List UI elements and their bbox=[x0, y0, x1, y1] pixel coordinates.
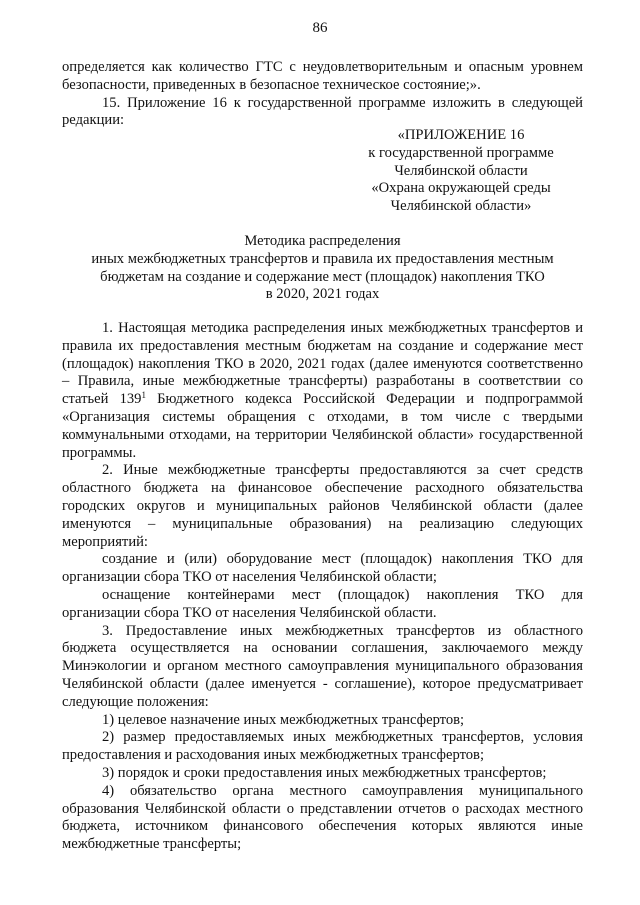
appendix-header-line: Челябинской области» bbox=[390, 198, 532, 215]
appendix-header-line: «Охрана окружающей среды bbox=[371, 180, 551, 197]
list-item: 4) обязательство органа местного самоуправления муниципального образования Челябинской области о представлении отчетов о расходах местного бюджета, источником финансового обеспечения которых являются иные межбюджетные трансферты; bbox=[62, 782, 583, 853]
paragraph-2-item: создание и (или) оборудование мест (площадок) накопления ТКО для организации сбора ТКО от населения Челябинской области; bbox=[62, 551, 583, 586]
list-item: 2) размер предоставляемых иных межбюджетных трансфертов, условия предоставления и расходования иных межбюджетных трансфертов; bbox=[62, 729, 583, 764]
appendix-header-line: к государственной программе bbox=[368, 144, 554, 161]
list-item: 1) целевое назначение иных межбюджетных трансфертов; bbox=[102, 711, 465, 728]
methodology-title bbox=[62, 233, 583, 304]
paragraph-2: 2. Иные межбюджетные трансферты предоставляются за счет средств областного бюджета на финансовое обеспечение расходного обязательства городских округов и муниципальных районов Челябинской области (далее именуются – муниципальные образования) на реализацию следующих мероприятий: bbox=[62, 462, 583, 550]
intro-block bbox=[62, 59, 583, 130]
list-item: 3) порядок и сроки предоставления иных межбюджетных трансфертов; bbox=[102, 764, 547, 781]
paragraph-1-text-b: Бюджетного кодекса Российской Федерации и подпрограммой «Организация системы обращения с отходами, в том числе с твердыми коммунальными отходами, на территории Челябинской области» государственной программы. bbox=[62, 391, 583, 461]
title-line: иных межбюджетных трансфертов и правила их предоставления местным bbox=[91, 250, 554, 267]
appendix-header-line: «ПРИЛОЖЕНИЕ 16 bbox=[397, 127, 525, 143]
paragraph-2-item: оснащение контейнерами мест (площадок) накопления ТКО для организации сбора ТКО от населения Челябинской области. bbox=[62, 586, 583, 621]
paragraph-1-text-a: 1. Настоящая методика распределения иных межбюджетных трансфертов и правила их предоставления местным бюджетам на создание и содержание мест (площадок) накопления ТКО в 2020, 2021 годах (далее именуются соответственно – Правила, иные межбюджетные трансферты) разработаны в соответствии со статьей 139 bbox=[62, 320, 583, 408]
paragraph-3: 3. Предоставление иных межбюджетных трансфертов из областного бюджета осуществляется на основании соглашения, заключаемого между Минэкологии и органом местного самоуправления муниципального образования Челябинской области (далее именуется - соглашение), которое предусматривает следующие положения: bbox=[62, 622, 583, 710]
appendix-header-line: Челябинской области bbox=[394, 162, 528, 179]
amendment-15: 15. Приложение 16 к государственной программе изложить в следующей редакции: bbox=[62, 94, 583, 129]
title-line: в 2020, 2021 годах bbox=[265, 286, 380, 303]
body-text bbox=[62, 320, 583, 854]
title-line: бюджетам на создание и содержание мест (площадок) накопления ТКО bbox=[100, 268, 545, 285]
superscript: 1 bbox=[141, 390, 146, 401]
page-number: 86 bbox=[312, 20, 328, 36]
intro-continuation: определяется как количество ГТС с неудовлетворительным и опасным уровнем безопасности, приведенных в безопасное техническое состояние;». bbox=[62, 59, 583, 93]
title-line: Методика распределения bbox=[244, 233, 401, 249]
paragraph-1 bbox=[62, 320, 583, 462]
appendix-header bbox=[340, 127, 582, 216]
